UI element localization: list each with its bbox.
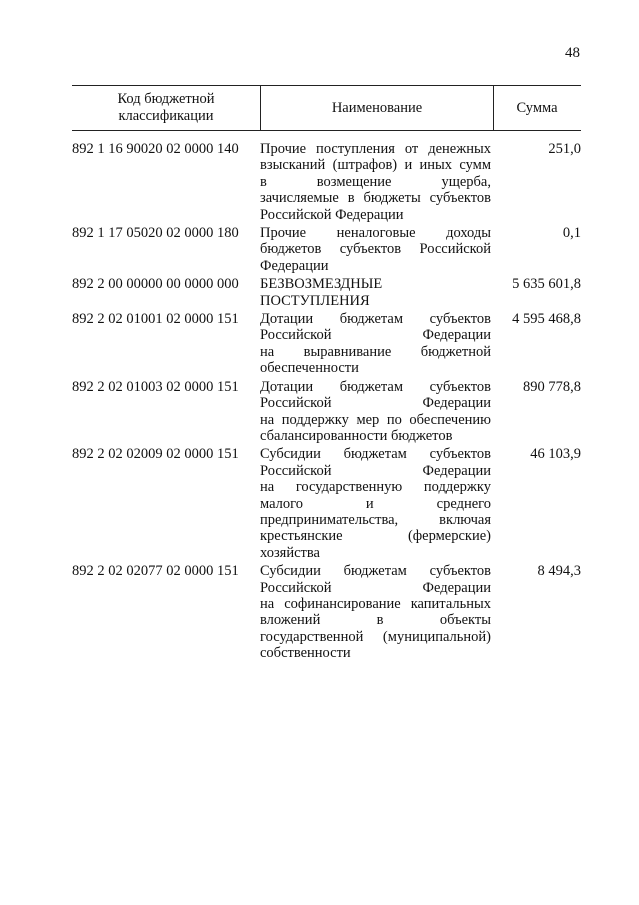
header-name-cell: Наименование [260,86,494,130]
item-name [260,225,491,274]
budget-code: 892 2 02 02077 02 0000 151 [72,563,239,580]
item-name-line: Федерации [260,257,329,274]
item-name-line: Российской Федерации [260,327,491,344]
item-name-line: вложений в объекты [260,612,491,629]
item-name-line: ПОСТУПЛЕНИЯ [260,292,370,309]
budget-code: 892 2 02 02009 02 0000 151 [72,446,239,463]
budget-code: 892 2 02 01003 02 0000 151 [72,378,239,395]
item-name-line: на софинансирование капитальных [260,595,491,612]
amount: 0,1 [562,225,581,242]
amount: 4 595 468,8 [512,311,581,328]
item-name-line: бюджетов субъектов Российской [260,241,491,258]
budget-code: 892 1 16 90020 02 0000 140 [72,141,239,157]
table-row [72,446,581,561]
item-name-line: Дотации бюджетам субъектов [260,311,491,328]
amount: 251,0 [548,141,581,157]
table-row [72,141,581,223]
page-number: 48 [565,45,580,61]
item-name-line: Дотации бюджетам субъектов [260,378,491,395]
item-name [260,311,491,377]
item-name-line: Российской Федерации [260,579,491,596]
item-name [260,563,491,661]
item-name-line: на выравнивание бюджетной [260,343,491,360]
amount: 46 103,9 [530,446,581,463]
item-name [260,379,491,445]
budget-code: 892 2 02 01001 02 0000 151 [72,311,239,328]
table-header [72,85,581,131]
item-name-line: на поддержку мер по обеспечению [260,411,491,428]
amount: 8 494,3 [537,563,581,580]
item-name-line: крестьянские (фермерские) [260,528,491,545]
item-name-line: Прочие поступления от денежных [260,141,491,157]
header-code-cell [72,86,260,130]
item-name-line: зачисляемые в бюджеты субъектов [260,190,491,207]
item-name-line: малого и среднего [260,495,491,512]
item-name-line: БЕЗВОЗМЕЗДНЫЕ [260,276,383,293]
amount: 5 635 601,8 [512,276,581,293]
item-name-line: на государственную поддержку [260,479,491,496]
table-row [72,563,581,661]
amount: 890 778,8 [523,378,581,395]
item-name-line: в возмещение ущерба, [260,173,491,190]
item-name [260,446,491,561]
item-name-line: Субсидии бюджетам субъектов [260,563,491,580]
item-name-line: Российской Федерации [260,462,491,479]
item-name-line: Прочие неналоговые доходы [260,225,491,242]
budget-code: 892 1 17 05020 02 0000 180 [72,225,239,242]
item-name-line: предпринимательства, включая [260,511,491,528]
table-body [72,141,581,662]
header-code-line: классификации [118,108,214,124]
item-name [260,141,491,223]
header-code-line: Код бюджетной [117,91,215,107]
item-name-line: хозяйства [260,544,320,561]
header-sum-cell: Сумма [516,99,558,116]
table-row [72,276,581,309]
item-name-line: сбалансированности бюджетов [260,427,453,444]
table-row [72,379,581,445]
item-name-line: Субсидии бюджетам субъектов [260,446,491,463]
item-name-line: Российской Федерации [260,395,491,412]
item-name-line: собственности [260,645,351,662]
item-name-line: Российской Федерации [260,206,404,223]
item-name-line: обеспеченности [260,360,359,377]
table-row [72,311,581,377]
table-row [72,225,581,274]
item-name-line: государственной (муниципальной) [260,628,491,645]
item-name [260,276,491,309]
budget-code: 892 2 00 00000 00 0000 000 [72,276,239,293]
item-name-line: взысканий (штрафов) и иных сумм [260,157,491,174]
